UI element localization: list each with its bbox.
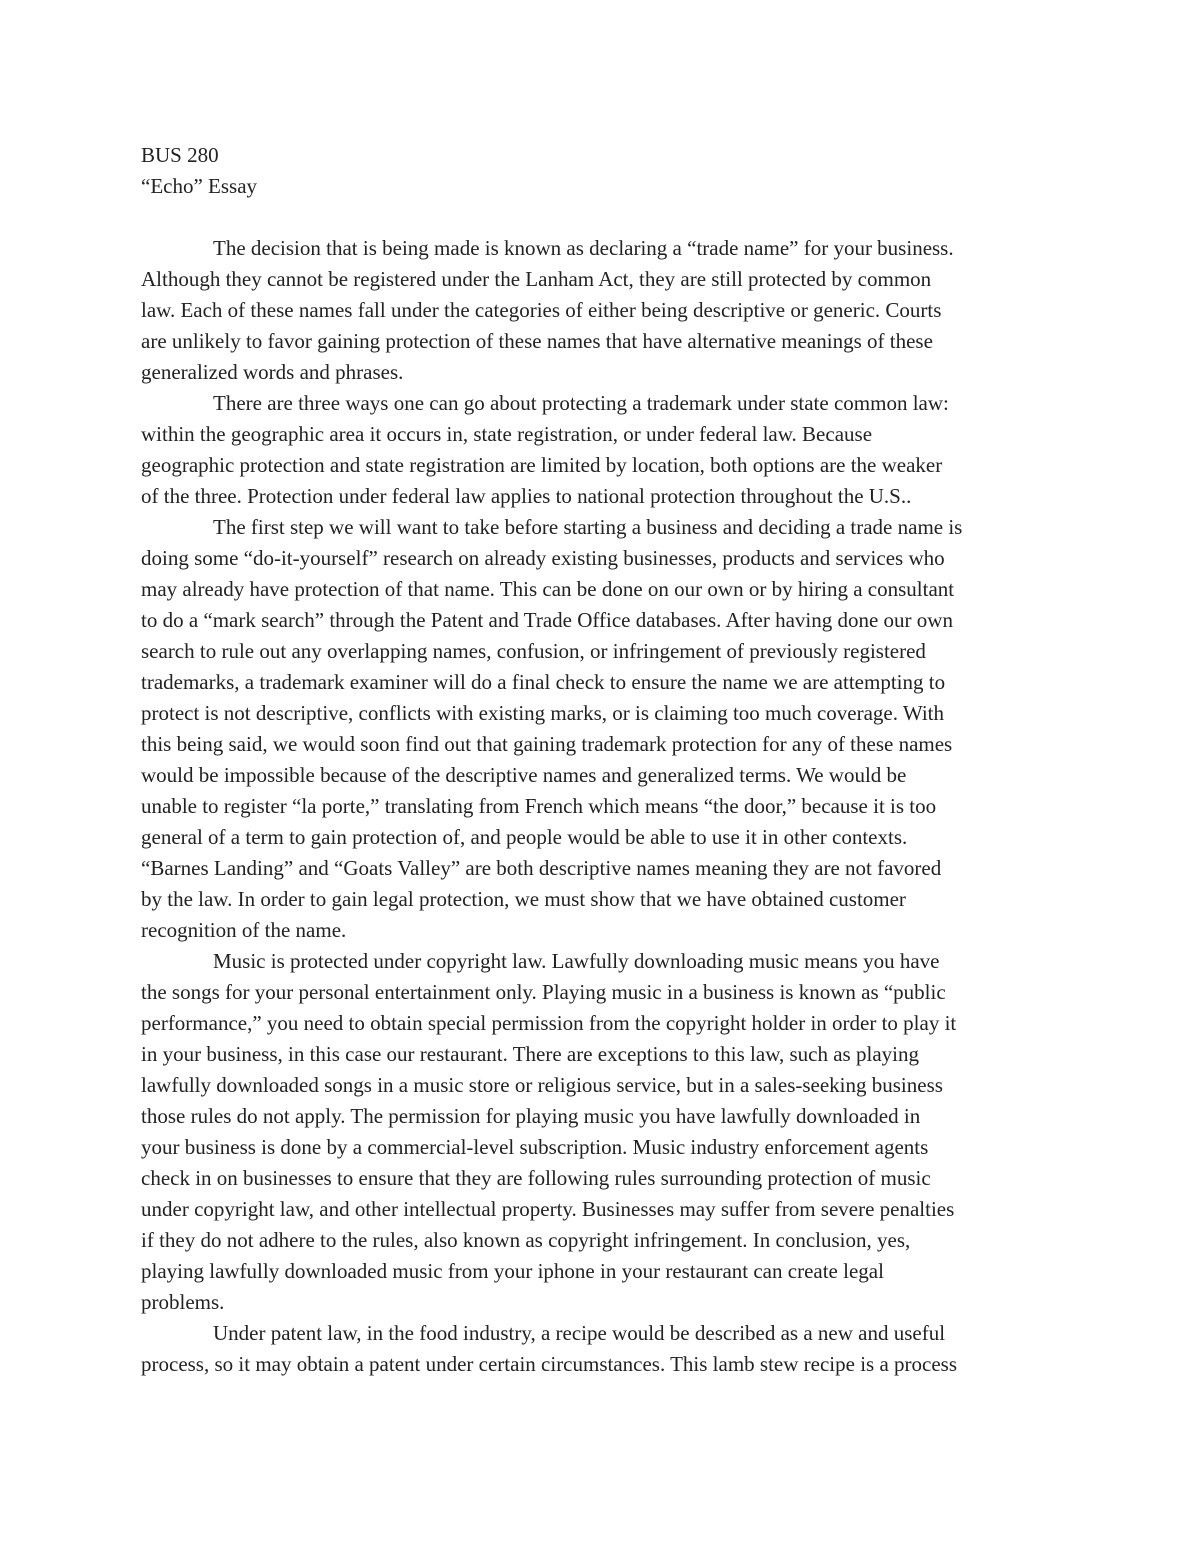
text-line: of the three. Protection under federal law applies to national protection throughout the U.S.. — [141, 484, 912, 508]
text-line: Under patent law, in the food industry, a recipe would be described as a new and useful — [213, 1321, 946, 1345]
essay-title: “Echo” Essay — [141, 174, 258, 198]
text-line: if they do not adhere to the rules, also known as copyright infringement. In conclusion, yes, — [141, 1228, 911, 1252]
text-line: to do a “mark search” through the Patent and Trade Office databases. After having done our own — [141, 608, 953, 632]
text-line: “Barnes Landing” and “Goats Valley” are both descriptive names meaning they are not favored — [141, 856, 942, 880]
blank-line — [141, 202, 1061, 233]
text-line: The decision that is being made is known as declaring a “trade name” for your business. — [213, 236, 954, 260]
essay-text — [141, 140, 1061, 1380]
text-line: the songs for your personal entertainment only. Playing music in a business is known as “public — [141, 980, 946, 1004]
text-line: check in on businesses to ensure that they are following rules surrounding protection of music — [141, 1166, 931, 1190]
text-line: general of a term to gain protection of, and people would be able to use it in other contexts. — [141, 825, 908, 849]
text-line: Although they cannot be registered under the Lanham Act, they are still protected by common — [141, 267, 932, 291]
text-line: may already have protection of that name. This can be done on our own or by hiring a consultant — [141, 577, 955, 601]
text-line: lawfully downloaded songs in a music store or religious service, but in a sales-seeking business — [141, 1073, 943, 1097]
text-line: by the law. In order to gain legal protection, we must show that we have obtained customer — [141, 887, 906, 911]
essay-body — [141, 233, 1061, 1380]
text-line: protect is not descriptive, conflicts with existing marks, or is claiming too much coverage. With — [141, 701, 945, 725]
text-line: those rules do not apply. The permission for playing music you have lawfully downloaded in — [141, 1104, 921, 1128]
text-line: within the geographic area it occurs in, state registration, or under federal law. Because — [141, 422, 873, 446]
text-line: your business is done by a commercial-level subscription. Music industry enforcement agents — [141, 1135, 929, 1159]
text-line: problems. — [141, 1290, 225, 1314]
text-line: doing some “do-it-yourself” research on already existing businesses, products and services who — [141, 546, 945, 570]
text-line: Music is protected under copyright law. Lawfully downloading music means you have — [213, 949, 940, 973]
text-line: There are three ways one can go about protecting a trademark under state common law: — [213, 391, 949, 415]
text-line: playing lawfully downloaded music from your iphone in your restaurant can create legal — [141, 1259, 884, 1283]
text-line: generalized words and phrases. — [141, 360, 404, 384]
text-line: this being said, we would soon find out that gaining trademark protection for any of these names — [141, 732, 953, 756]
text-line: recognition of the name. — [141, 918, 347, 942]
text-line: in your business, in this case our restaurant. There are exceptions to this law, such as playing — [141, 1042, 919, 1066]
text-line: performance,” you need to obtain special permission from the copyright holder in order to play it — [141, 1011, 957, 1035]
text-line: are unlikely to favor gaining protection of these names that have alternative meanings of these — [141, 329, 933, 353]
text-line: law. Each of these names fall under the categories of either being descriptive or generic. Courts — [141, 298, 942, 322]
text-line: geographic protection and state registration are limited by location, both options are the weaker — [141, 453, 943, 477]
course-heading: BUS 280 — [141, 143, 219, 167]
text-line: The first step we will want to take before starting a business and deciding a trade name is — [213, 515, 963, 539]
text-line: under copyright law, and other intellectual property. Businesses may suffer from severe penalties — [141, 1197, 955, 1221]
text-line: trademarks, a trademark examiner will do a final check to ensure the name we are attempting to — [141, 670, 946, 694]
text-line: process, so it may obtain a patent under certain circumstances. This lamb stew recipe is a process — [141, 1352, 958, 1376]
text-line: would be impossible because of the descriptive names and generalized terms. We would be — [141, 763, 907, 787]
text-line: search to rule out any overlapping names, confusion, or infringement of previously registered — [141, 639, 926, 663]
text-line: unable to register “la porte,” translating from French which means “the door,” because it is too — [141, 794, 937, 818]
